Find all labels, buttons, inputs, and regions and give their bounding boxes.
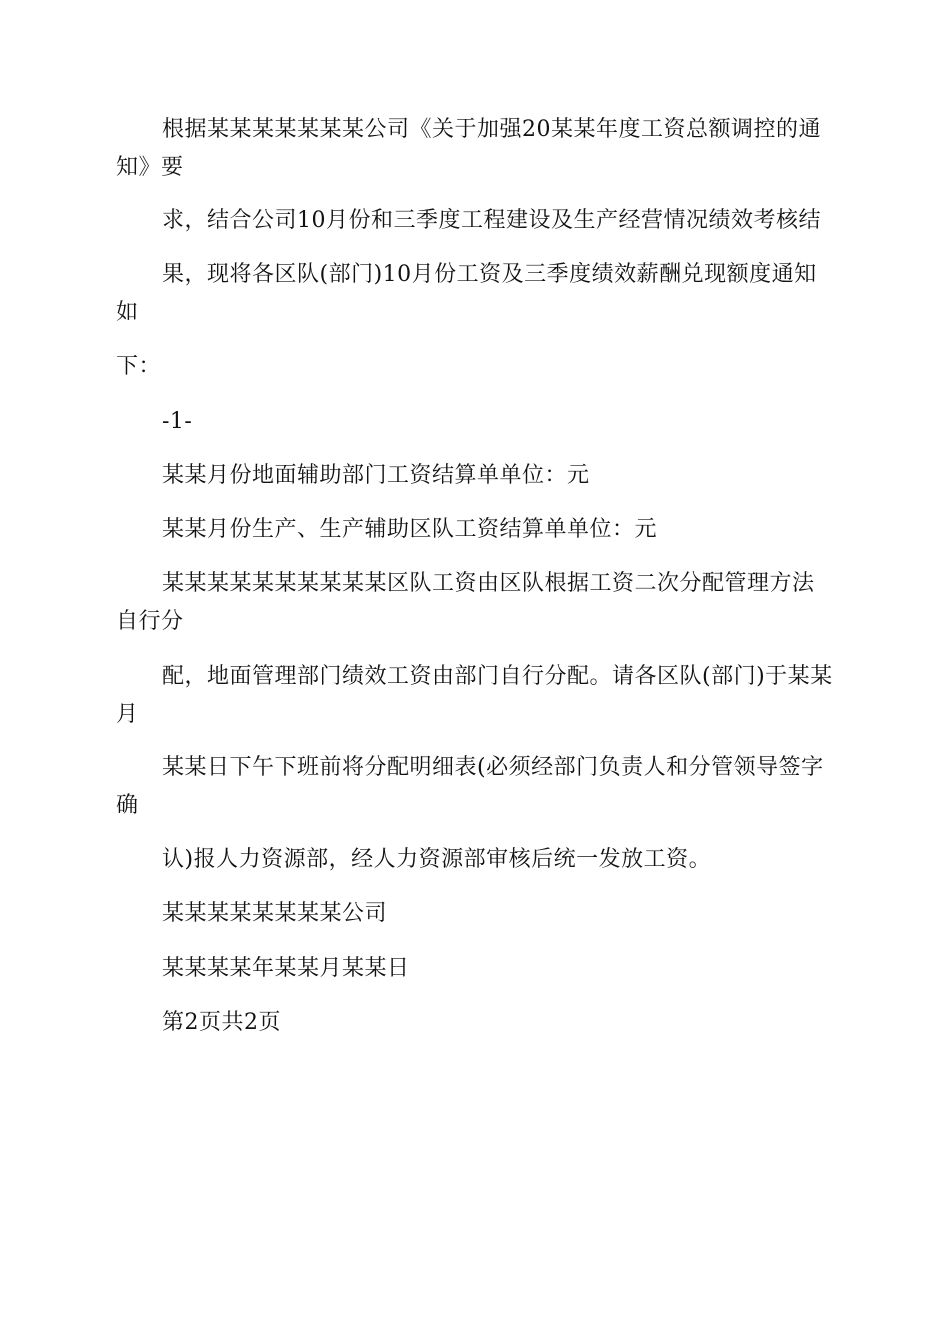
- body-text-line: 如: [116, 300, 139, 325]
- body-text-line: 配，地面管理部门绩效工资由部门自行分配。请各区队(部门)于某某: [162, 664, 833, 689]
- body-text-line: 果，现将各区队(部门)10月份工资及三季度绩效薪酬兑现额度通知: [162, 262, 817, 287]
- page-footer: 第2页共2页: [162, 1010, 281, 1035]
- body-text-line: 某某月份生产、生产辅助区队工资结算单单位：元: [162, 517, 658, 542]
- signature-company: 某某某某某某某某公司: [162, 901, 388, 926]
- body-text-line: 某某某某某某某某某某区队工资由区队根据工资二次分配管理方法: [162, 571, 815, 596]
- body-text-line: 知》要: [116, 155, 184, 180]
- body-text-line: 月: [116, 702, 139, 727]
- body-text-line: 某某月份地面辅助部门工资结算单单位：元: [162, 463, 590, 488]
- signature-date: 某某某某年某某月某某日: [162, 956, 410, 981]
- body-text-line: 求，结合公司10月份和三季度工程建设及生产经营情况绩效考核结: [162, 208, 821, 233]
- body-text-line: 根据某某某某某某某公司《关于加强20某某年度工资总额调控的通: [162, 117, 821, 142]
- body-text-line: 某某日下午下班前将分配明细表(必须经部门负责人和分管领导签字: [162, 755, 824, 780]
- page-number-marker: -1-: [162, 409, 193, 434]
- body-text-line: 自行分: [116, 609, 184, 634]
- body-text-line: 认)报人力资源部，经人力资源部审核后统一发放工资。: [162, 847, 712, 872]
- body-text-line: 下：: [116, 354, 162, 379]
- body-text-line: 确: [116, 793, 139, 818]
